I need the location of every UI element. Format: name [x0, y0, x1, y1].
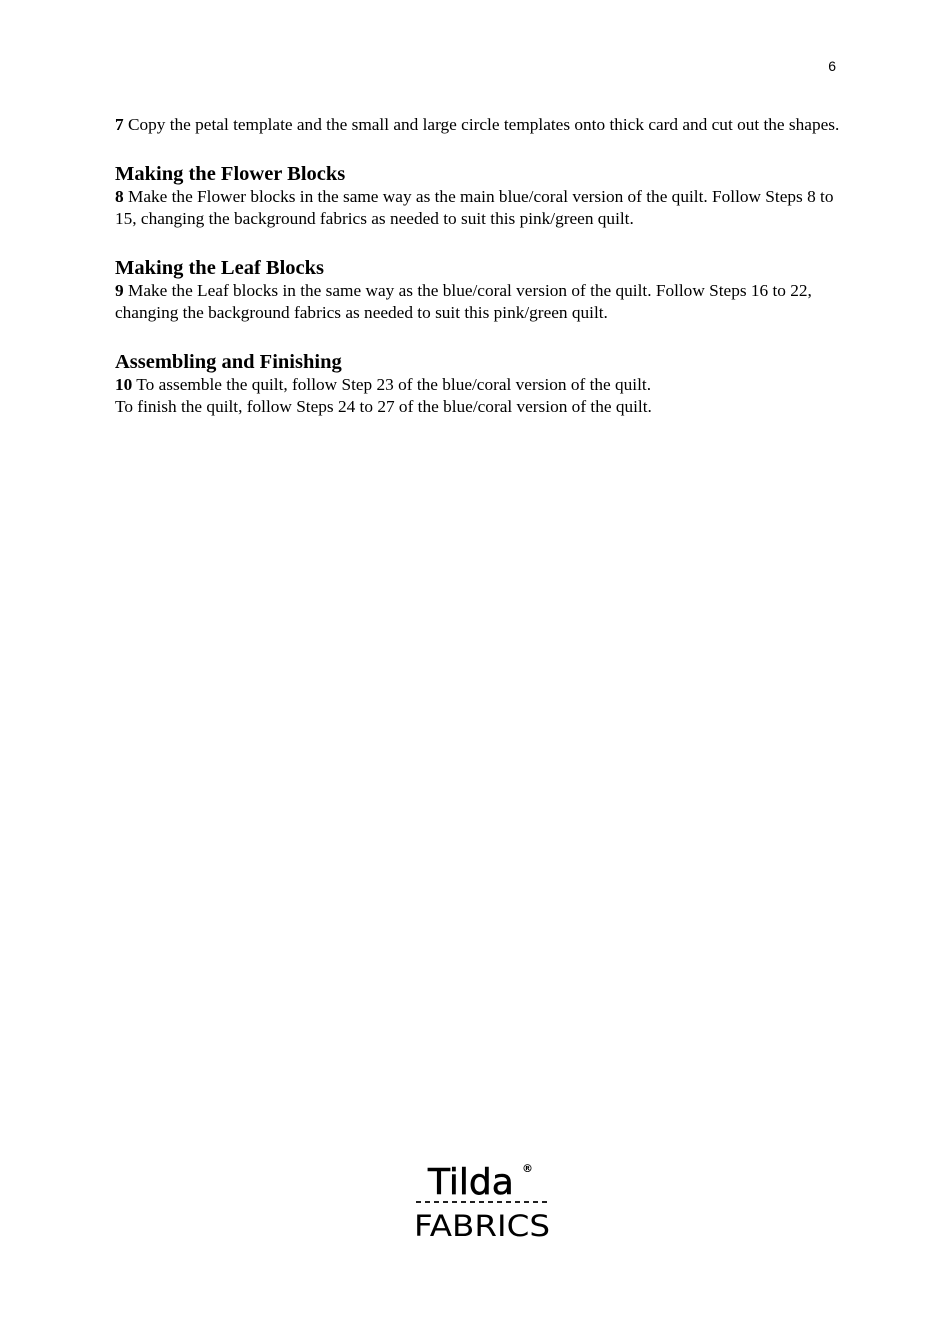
step-text: To assemble the quilt, follow Step 23 of the blue/coral version of the quilt.	[132, 375, 652, 394]
step-number: 10	[115, 375, 133, 394]
step-7-paragraph	[115, 114, 840, 136]
page-number: 6	[828, 58, 836, 74]
step-10-paragraph	[115, 374, 840, 396]
logo-subtitle: FABRICS	[414, 1209, 550, 1240]
document-body	[115, 114, 840, 418]
step-text: Copy the petal template and the small and large circle templates onto thick card and cut out the shapes.	[123, 115, 840, 134]
tilda-fabrics-logo	[414, 1158, 554, 1240]
step-text: Make the Flower blocks in the same way as the main blue/coral version of the quilt. Follow Steps 8 to 15, changing the background fabrics as needed to suit this pink/green quilt.	[115, 187, 834, 228]
logo-brand: Tilda	[428, 1162, 514, 1203]
section-heading: Making the Flower Blocks	[115, 163, 346, 185]
section-heading: Making the Leaf Blocks	[115, 257, 324, 279]
section-leaf-blocks	[115, 256, 840, 324]
section-assembling-finishing	[115, 350, 840, 418]
step-number: 7	[115, 115, 124, 134]
step-text: Make the Leaf blocks in the same way as the blue/coral version of the quilt. Follow Steps 16 to 22, changing the background fabrics as needed to suit this pink/green quilt.	[115, 281, 812, 322]
step-9-paragraph	[115, 280, 840, 324]
finishing-paragraph: To finish the quilt, follow Steps 24 to 27 of the blue/coral version of the quilt.	[115, 397, 652, 416]
step-number: 9	[115, 281, 124, 300]
logo-registered-mark: ®	[522, 1162, 533, 1175]
step-8-paragraph	[115, 186, 840, 230]
section-heading: Assembling and Finishing	[115, 351, 342, 373]
step-number: 8	[115, 187, 124, 206]
section-flower-blocks	[115, 162, 840, 230]
